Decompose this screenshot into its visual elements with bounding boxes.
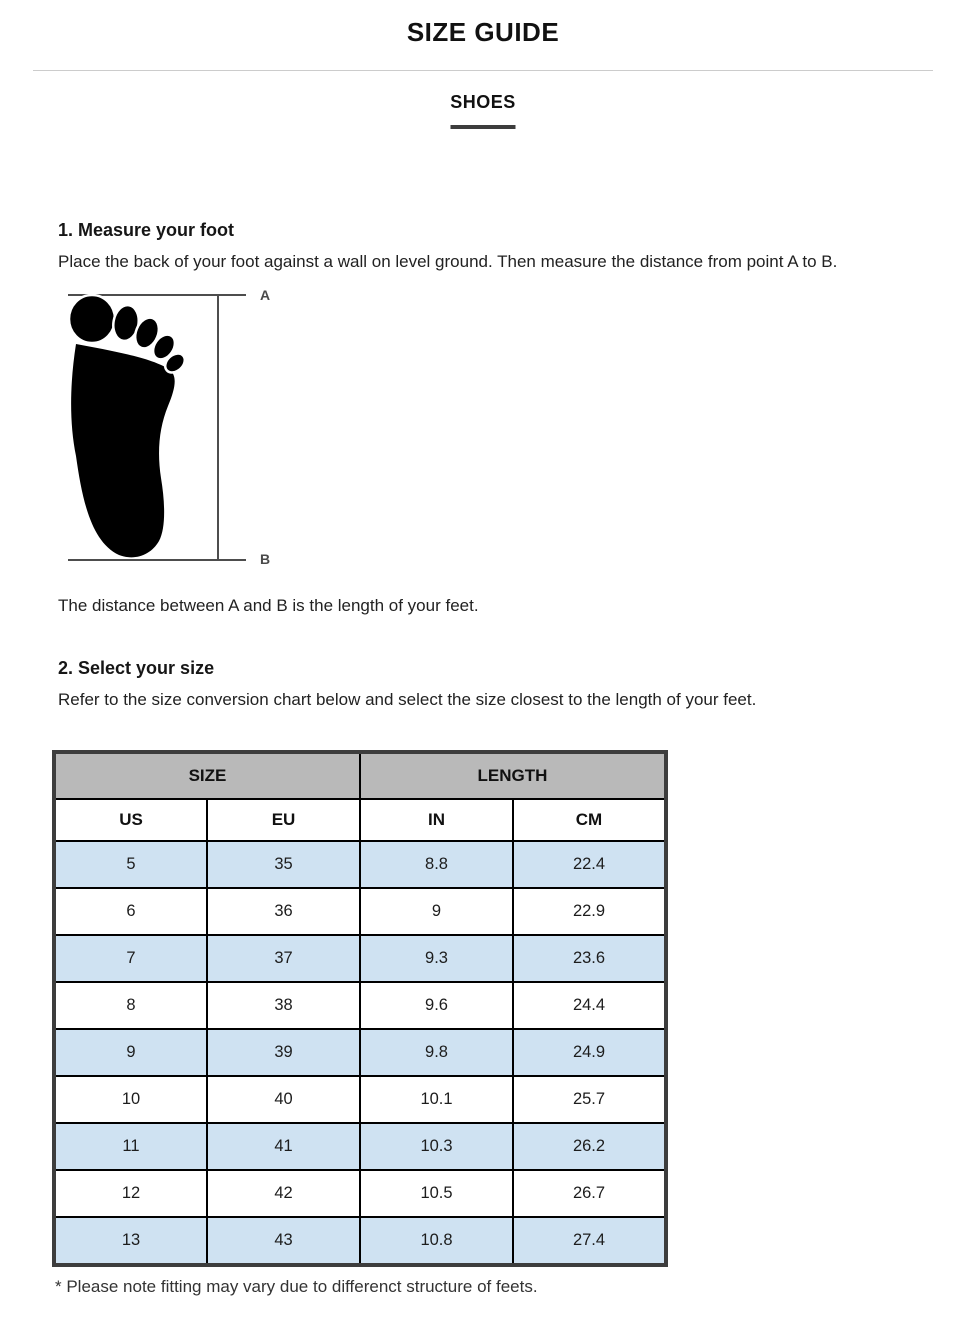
table-cell: 7 <box>54 935 207 982</box>
table-cell: 25.7 <box>513 1076 666 1123</box>
table-row <box>54 1076 666 1123</box>
table-cell: 37 <box>207 935 360 982</box>
table-cell: 9 <box>54 1029 207 1076</box>
table-cell: 23.6 <box>513 935 666 982</box>
table-cell: 10 <box>54 1076 207 1123</box>
table-cell: 9.3 <box>360 935 513 982</box>
table-row <box>54 888 666 935</box>
table-group-header-row <box>54 752 666 799</box>
table-cell: 36 <box>207 888 360 935</box>
category-underline <box>451 125 516 129</box>
table-cell: 13 <box>54 1217 207 1265</box>
measure-line-vertical <box>217 294 219 561</box>
point-b-label: B <box>260 551 271 567</box>
table-cell: 9.8 <box>360 1029 513 1076</box>
table-cell: 6 <box>54 888 207 935</box>
table-group-header-size: SIZE <box>54 752 360 799</box>
table-cell: 10.3 <box>360 1123 513 1170</box>
table-cell: 43 <box>207 1217 360 1265</box>
table-cell: 40 <box>207 1076 360 1123</box>
table-row <box>54 1170 666 1217</box>
table-column-header-cm: CM <box>513 799 666 841</box>
measure-section-body: Place the back of your foot against a wall on level ground. Then measure the distance from point A to B. <box>58 252 838 271</box>
table-cell: 9 <box>360 888 513 935</box>
table-row <box>54 982 666 1029</box>
table-cell: 24.9 <box>513 1029 666 1076</box>
table-cell: 24.4 <box>513 982 666 1029</box>
table-cell: 5 <box>54 841 207 888</box>
header-divider <box>33 70 933 71</box>
table-row <box>54 1217 666 1265</box>
point-a-label: A <box>260 287 271 303</box>
table-row <box>54 1123 666 1170</box>
select-section-body: Refer to the size conversion chart below and select the size closest to the length of your feet. <box>58 690 757 709</box>
foot-silhouette-icon <box>69 294 185 560</box>
foot-measurement-diagram <box>58 287 318 567</box>
table-row <box>54 1029 666 1076</box>
table-column-header-eu: EU <box>207 799 360 841</box>
table-column-header-row <box>54 799 666 841</box>
table-cell: 11 <box>54 1123 207 1170</box>
table-cell: 35 <box>207 841 360 888</box>
measure-section-heading: 1. Measure your foot <box>58 220 235 240</box>
table-cell: 27.4 <box>513 1217 666 1265</box>
page-title: SIZE GUIDE <box>406 17 560 47</box>
table-row <box>54 935 666 982</box>
table-cell: 22.4 <box>513 841 666 888</box>
select-section-heading: 2. Select your size <box>58 658 215 678</box>
table-cell: 26.7 <box>513 1170 666 1217</box>
table-cell: 26.2 <box>513 1123 666 1170</box>
table-group-header-length: LENGTH <box>360 752 666 799</box>
table-cell: 8.8 <box>360 841 513 888</box>
footnote: * Please note fitting may vary due to differenct structure of feets. <box>55 1277 538 1296</box>
table-cell: 10.1 <box>360 1076 513 1123</box>
category-title: SHOES <box>450 92 516 112</box>
size-conversion-table <box>52 750 668 1267</box>
table-column-header-in: IN <box>360 799 513 841</box>
table-row <box>54 841 666 888</box>
table-cell: 22.9 <box>513 888 666 935</box>
measure-section-caption: The distance between A and B is the length of your feet. <box>58 596 479 615</box>
table-column-header-us: US <box>54 799 207 841</box>
table-cell: 9.6 <box>360 982 513 1029</box>
table-cell: 10.5 <box>360 1170 513 1217</box>
table-cell: 41 <box>207 1123 360 1170</box>
table-cell: 42 <box>207 1170 360 1217</box>
table-cell: 12 <box>54 1170 207 1217</box>
table-cell: 10.8 <box>360 1217 513 1265</box>
table-cell: 39 <box>207 1029 360 1076</box>
table-cell: 8 <box>54 982 207 1029</box>
table-body <box>54 841 666 1265</box>
table-cell: 38 <box>207 982 360 1029</box>
